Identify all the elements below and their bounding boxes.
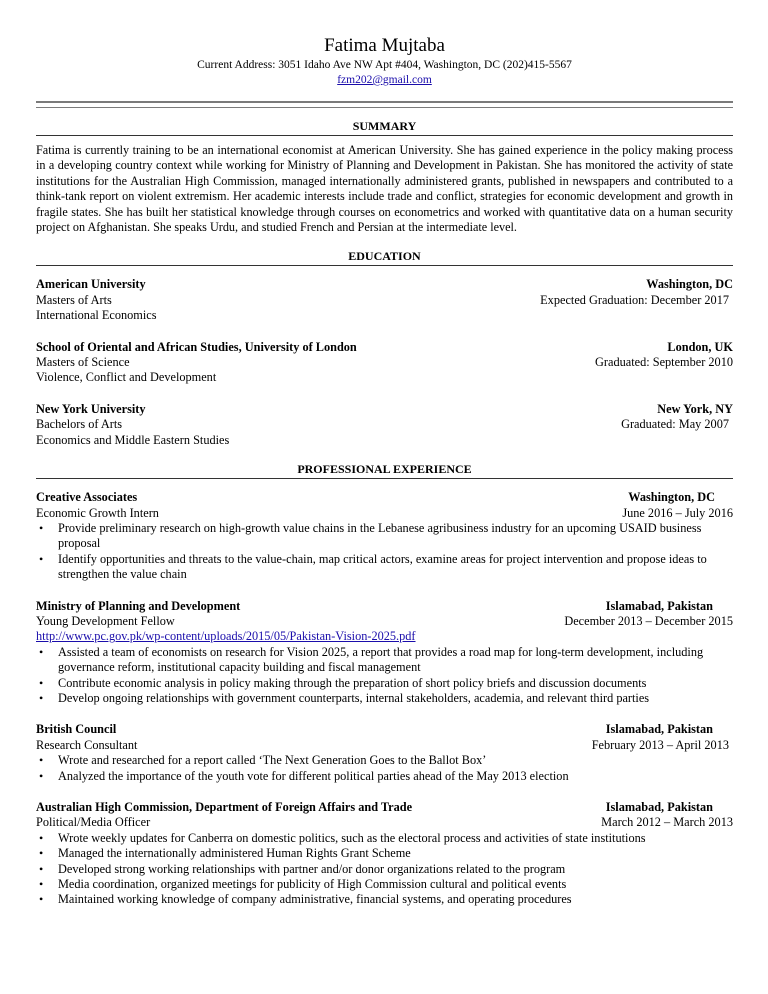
bullet-item: • Maintained working knowledge of company administrative, financial systems, and operating procedures <box>36 892 733 907</box>
organization: British Council <box>36 722 117 737</box>
degree: Bachelors of Arts <box>36 417 123 432</box>
bullet-item: • Wrote weekly updates for Canberra on domestic politics, such as the electoral process and activities of state institutions <box>36 831 733 846</box>
bullet-item: • Developed strong working relationships with partner and/or donor organizations related to the program <box>36 862 733 877</box>
education-heading: EDUCATION <box>36 249 733 266</box>
school-location: New York, NY <box>657 401 733 416</box>
bullet-item: • Assisted a team of economists on research for Vision 2025, a report that provides a road map for long-term development, including governance reform, institutional capacity building and fiscal management <box>36 645 733 676</box>
job-title: Young Development Fellow <box>36 613 175 628</box>
job-title: Research Consultant <box>36 737 138 752</box>
job-dates: June 2016 – July 2016 <box>622 505 733 520</box>
summary-text: Fatima is currently training to be an international economist at American University. She has gained experience in the policy making process in a developing country context while working for Ministry of Planning and Development in Pakistan. She has monitored the activity of state institutions for the Australian High Commission, managed internationally administered grants, published in newspapers and contributed to a think-tank report on violent extremism. Her academic interests include trade and conflict, strategies for economic development and growth in fragile states. She has built her statistical knowledge through courses on econometrics and worked with quantitative data on a human security project on Afghanistan. She speaks Urdu, and studied French and Persian at the intermediate level. <box>36 143 733 235</box>
job-location: Islamabad, Pakistan <box>605 800 713 814</box>
vision-2025-link[interactable]: http://www.pc.gov.pk/wp-content/uploads/2015/05/Pakistan-Vision-2025.pdf <box>36 629 416 644</box>
header-divider <box>36 101 733 108</box>
field-of-study: Violence, Conflict and Development <box>36 370 217 385</box>
bullet-item: • Identify opportunities and threats to the value-chain, map critical actors, examine areas for project intervention and propose ideas to strengthen the value chain <box>36 552 733 583</box>
field-of-study: International Economics <box>36 308 157 323</box>
experience-entry <box>36 599 733 707</box>
graduation-date: Graduated: September 2010 <box>595 355 733 370</box>
bullet-item: • Develop ongoing relationships with government counterparts, internal stakeholders, academia, and relevant third parties <box>36 691 733 706</box>
bullet-list <box>36 753 733 784</box>
organization: Australian High Commission, Department of Foreign Affairs and Trade <box>36 800 413 814</box>
degree: Masters of Arts <box>36 292 112 307</box>
bullet-list <box>36 831 733 908</box>
job-location: Islamabad, Pakistan <box>605 722 713 737</box>
education-entry <box>36 277 733 323</box>
organization: Ministry of Planning and Development <box>36 598 241 613</box>
experience-entry <box>36 722 733 784</box>
job-title: Political/Media Officer <box>36 815 151 830</box>
organization: Creative Associates <box>36 490 138 505</box>
candidate-name: Fatima Mujtaba <box>324 35 445 56</box>
field-of-study: Economics and Middle Eastern Studies <box>36 432 230 447</box>
education-entry <box>36 402 733 448</box>
bullet-list <box>36 521 733 583</box>
email-link[interactable]: fzm202@gmail.com <box>337 74 432 86</box>
contact-line: Current Address: 3051 Idaho Ave NW Apt #404, Washington, DC (202)415-5567 <box>197 59 572 71</box>
experience-heading: PROFESSIONAL EXPERIENCE <box>36 462 733 479</box>
bullet-item: • Media coordination, organized meetings for publicity of High Commission cultural and political events <box>36 877 733 892</box>
job-dates: February 2013 – April 2013 <box>591 737 729 752</box>
job-dates: March 2012 – March 2013 <box>601 815 733 830</box>
bullet-item: • Wrote and researched for a report called ‘The Next Generation Goes to the Ballot Box’ <box>36 753 733 768</box>
experience-entry <box>36 490 733 582</box>
bullet-item: • Provide preliminary research on high-growth value chains in the Lebanese agribusiness industry for an upcoming USAID business proposal <box>36 521 733 552</box>
job-location: Islamabad, Pakistan <box>605 598 713 613</box>
bullet-item: • Managed the internationally administered Human Rights Grant Scheme <box>36 846 733 861</box>
school-name: American University <box>36 277 146 292</box>
experience-entry <box>36 800 733 908</box>
school-location: London, UK <box>667 339 733 354</box>
job-dates: December 2013 – December 2015 <box>564 613 733 628</box>
graduation-date: Graduated: May 2007 <box>621 417 729 432</box>
school-location: Washington, DC <box>646 277 733 292</box>
bullet-list <box>36 645 733 707</box>
bullet-item: • Contribute economic analysis in policy making through the preparation of short policy briefs and discussion documents <box>36 676 733 691</box>
degree: Masters of Science <box>36 355 130 370</box>
school-name: New York University <box>36 401 146 416</box>
job-title: Economic Growth Intern <box>36 505 159 520</box>
graduation-date: Expected Graduation: December 2017 <box>540 292 729 307</box>
job-location: Washington, DC <box>628 490 715 505</box>
resume-page <box>36 34 733 908</box>
bullet-item: • Analyzed the importance of the youth vote for different political parties ahead of the May 2013 election <box>36 769 733 784</box>
school-name: School of Oriental and African Studies, University of London <box>36 339 357 354</box>
summary-heading: SUMMARY <box>36 119 733 136</box>
education-entry <box>36 340 733 386</box>
